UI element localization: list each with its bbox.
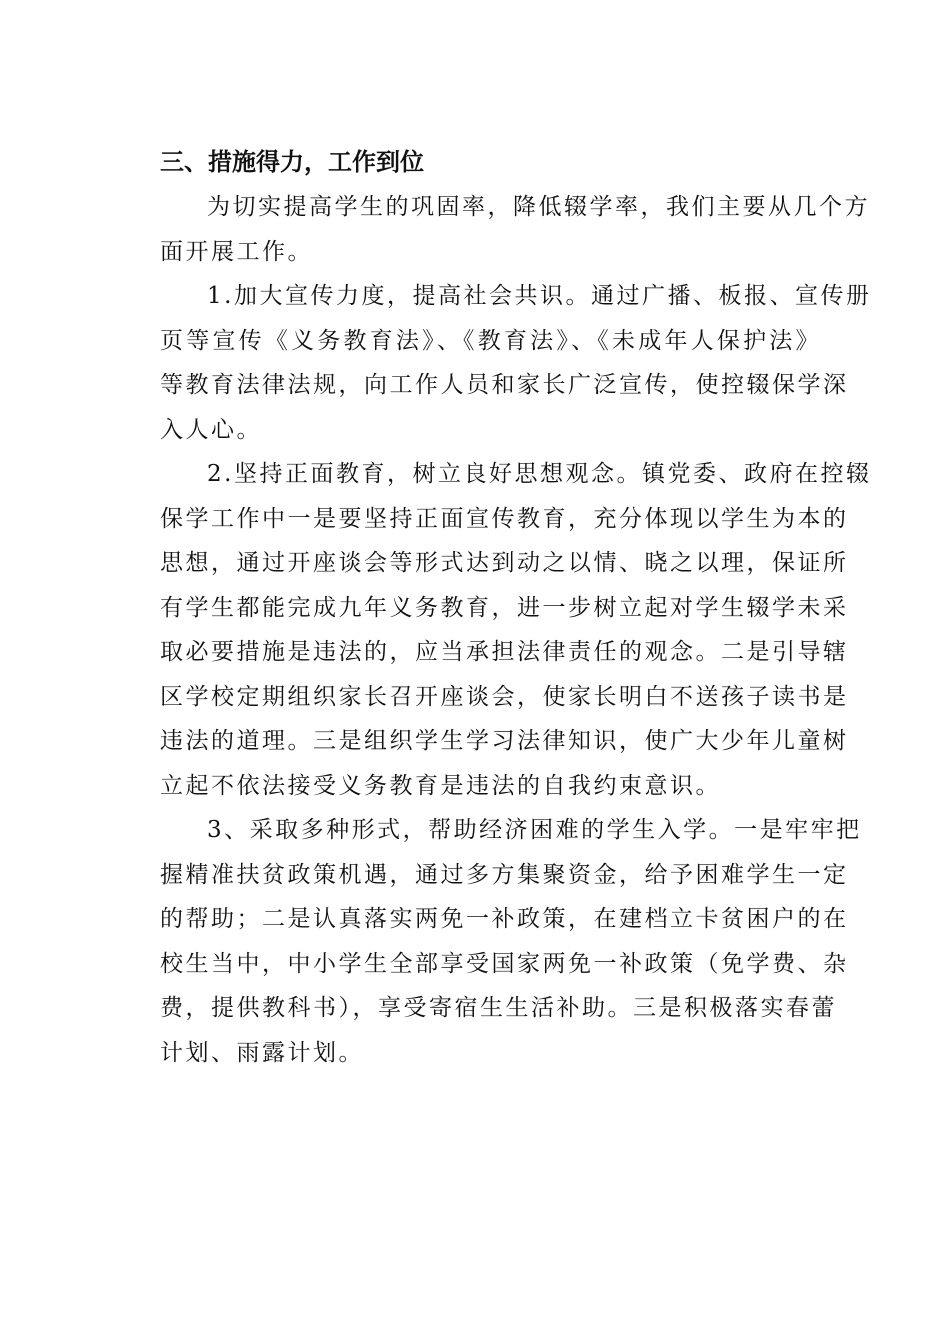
text-line: 有学生都能完成九年义务教育，进一步树立起对学生辍学未采 (160, 594, 849, 621)
text-line: 校生当中，中小学生全部享受国家两免一补政策（免学费、杂 (160, 950, 849, 977)
text-line: 为切实提高学生的巩固率，降低辍学率，我们主要从几个方 (207, 194, 870, 220)
text-line: 3、采取多种形式，帮助经济困难的学生入学。一是牢牢把 (207, 817, 862, 843)
section-heading: 三、措施得力，工作到位 (160, 148, 424, 176)
text-line: 2.坚持正面教育，树立良好思想观念。镇党委、政府在控辍 (207, 461, 872, 487)
text-line: 违法的道理。三是组织学生学习法律知识，使广大少年儿童树 (160, 728, 849, 754)
text-line: 入人心。 (160, 416, 262, 443)
text-line: 立起不依法接受义务教育是违法的自我约束意识。 (160, 772, 721, 799)
text-line: 取必要措施是违法的，应当承担法律责任的观念。二是引导辖 (160, 639, 849, 665)
text-line: 保学工作中一是要坚持正面宣传教育，充分体现以学生为本的 (160, 505, 849, 532)
text-line: 握精准扶贫政策机遇，通过多方集聚资金，给予困难学生一定 (160, 861, 849, 888)
text-line: 思想，通过开座谈会等形式达到动之以情、晓之以理，保证所 (160, 550, 849, 576)
text-line: 面开展工作。 (160, 238, 313, 265)
text-line: 的帮助；二是认真落实两免一补政策，在建档立卡贫困户的在 (160, 906, 849, 932)
text-line: 1.加大宣传力度，提高社会共识。通过广播、板报、宣传册 (207, 283, 872, 309)
text-line: 费，提供教科书），享受寄宿生生活补助。三是积极落实春蕾 (160, 995, 837, 1021)
text-line: 页等宣传《义务教育法》、《教育法》、《未成年人保护法》 (160, 327, 821, 354)
text-line: 计划、雨露计划。 (160, 1039, 364, 1066)
text-line: 区学校定期组织家长召开座谈会，使家长明白不送孩子读书是 (160, 683, 849, 710)
text-line: 等教育法律法规，向工作人员和家长广泛宣传，使控辍保学深 (160, 372, 849, 398)
paragraph-intro (113, 185, 870, 274)
paragraph-item-2 (113, 452, 872, 808)
paragraph-item-3 (113, 808, 862, 1075)
paragraph-item-1 (113, 274, 872, 452)
document-body (113, 140, 872, 1075)
